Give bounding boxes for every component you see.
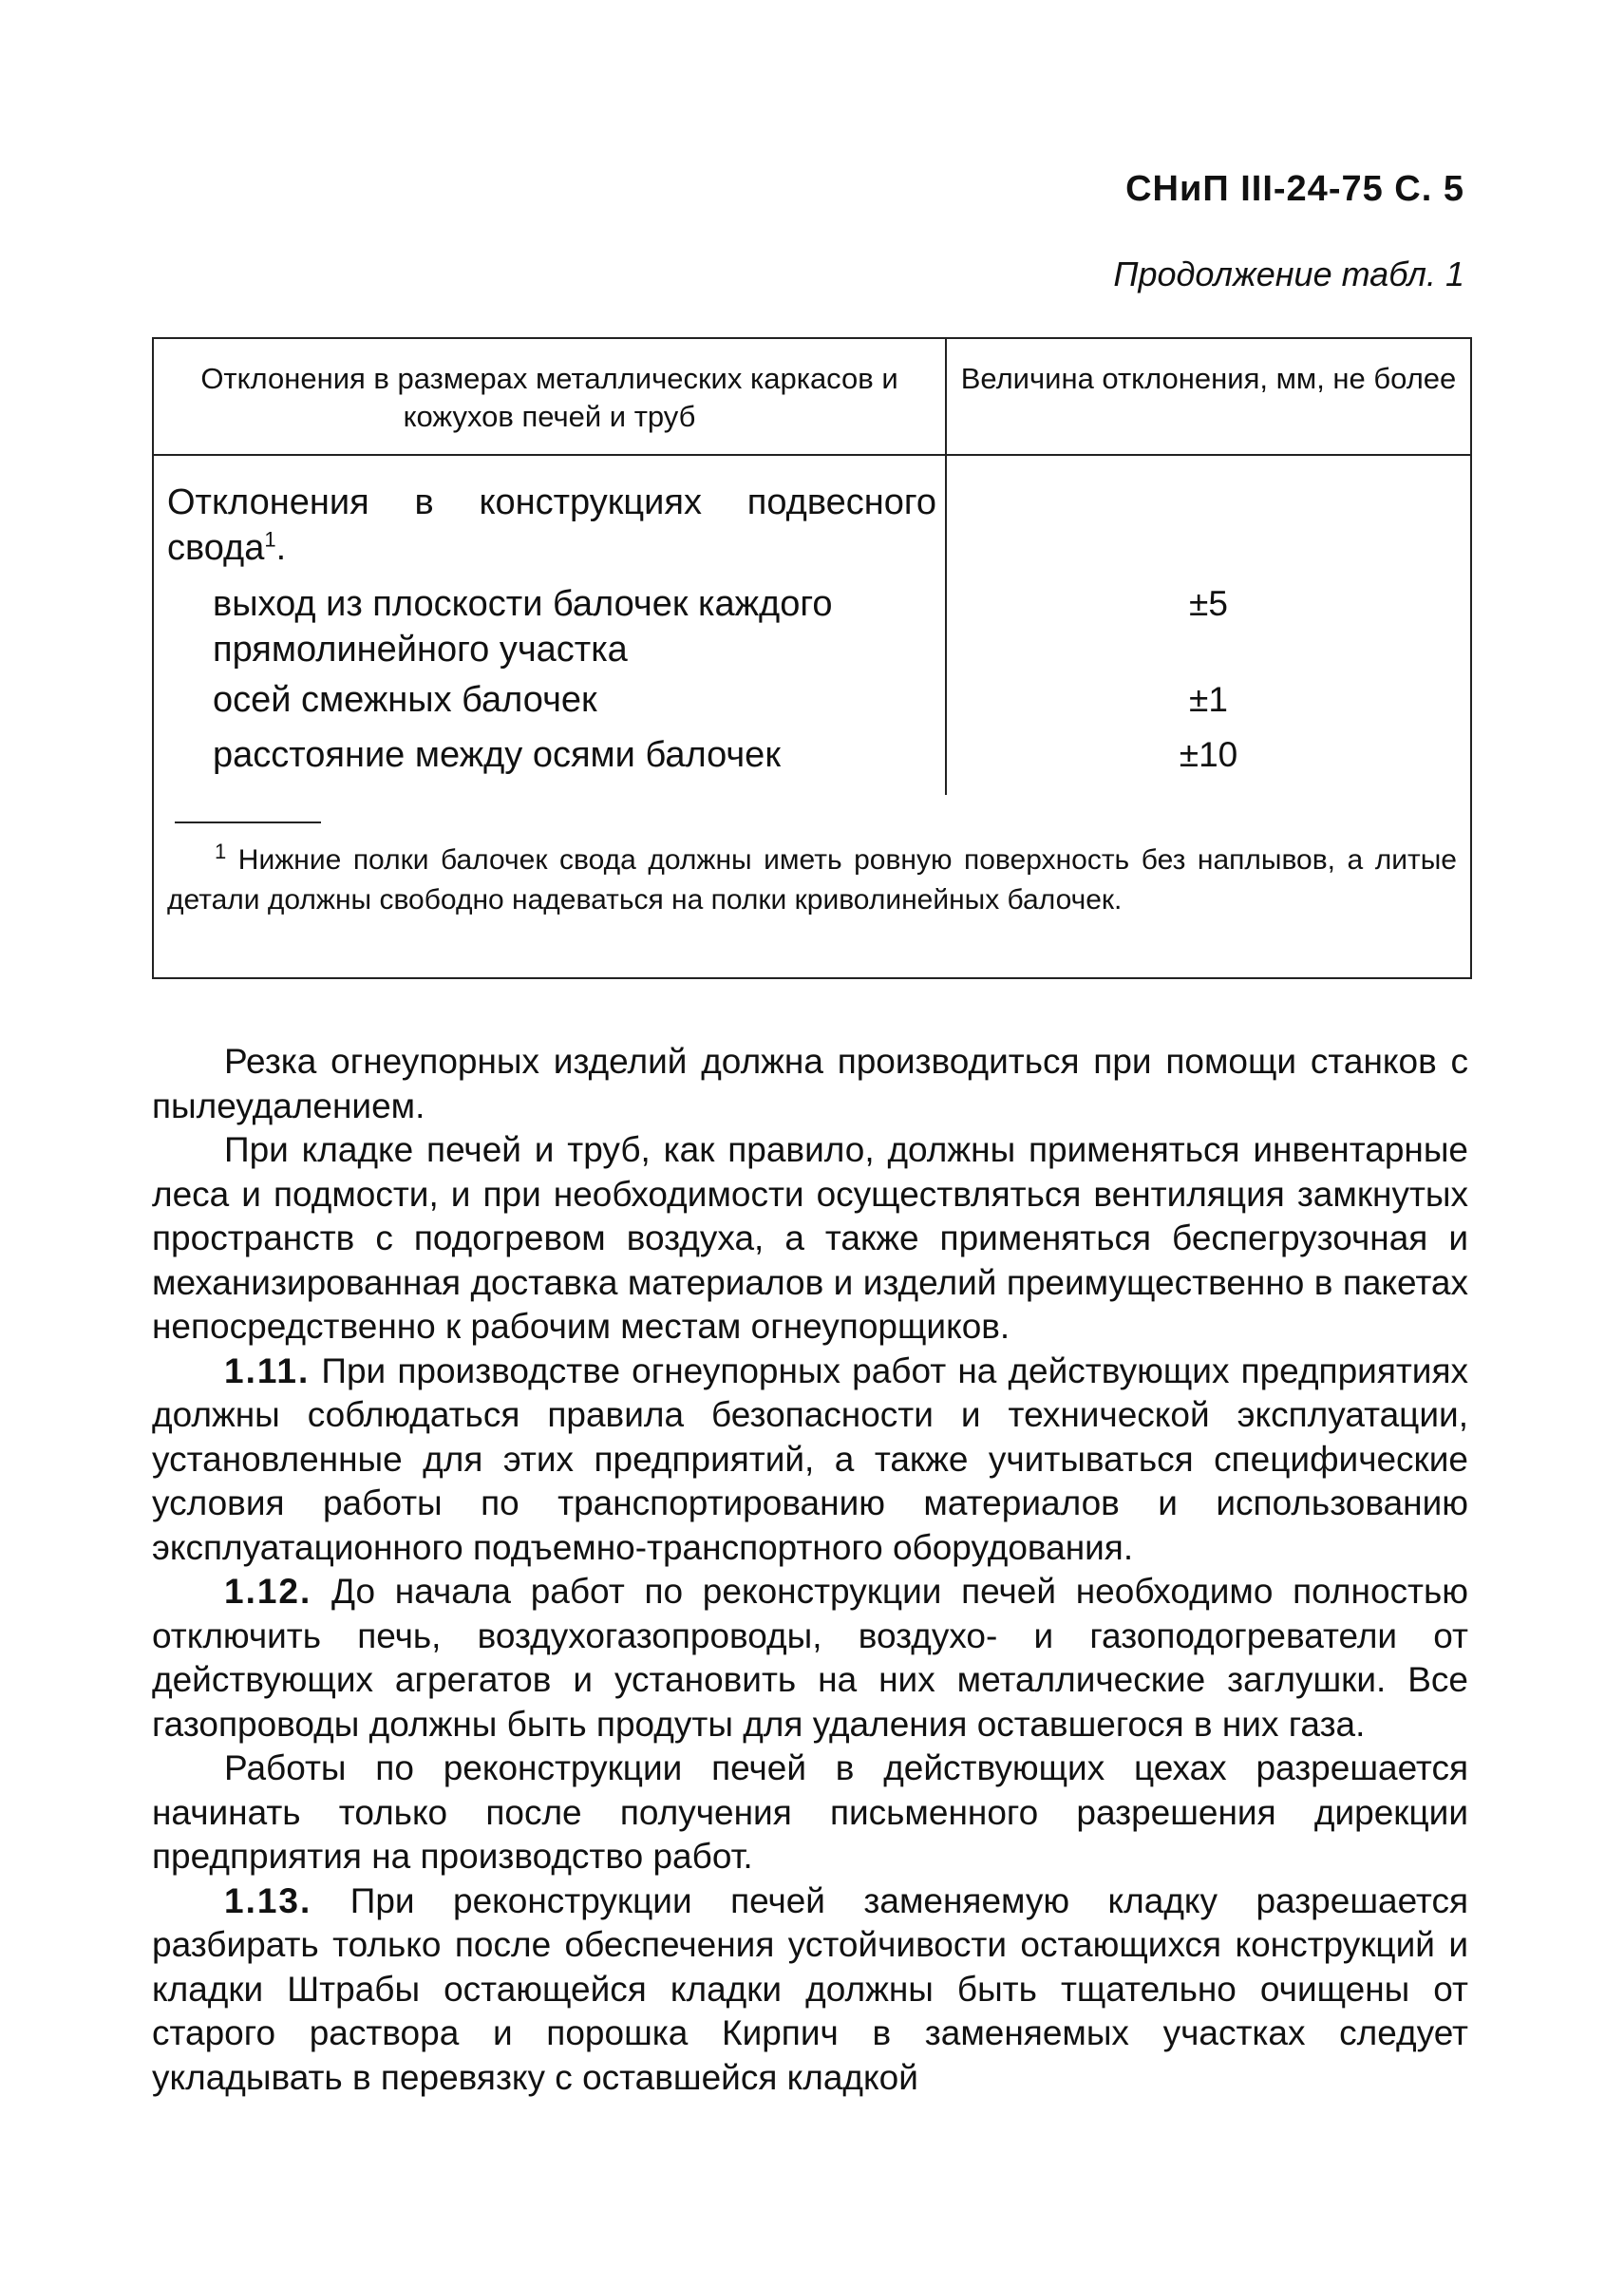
footnote-mark: 1 — [215, 840, 227, 863]
table-group-label: Отклонения в конструкциях подвесного свода$^1$. — [167, 482, 936, 568]
footnote-rule — [175, 821, 321, 823]
table-row-value: ±1 — [1189, 680, 1228, 719]
table-row-value: ±5 — [1189, 584, 1228, 623]
clause-number: 1.13. — [224, 1880, 312, 1920]
table-row-label: выход из плоскости балочек каждого прямолинейного участка — [213, 584, 833, 670]
table-footnote: $^1$ Нижние полки балочек свода должны иметь ровную поверхность без наплывов, а литые детали должны свободно надеваться на полки криволинейных балочек. — [167, 840, 1457, 916]
deviation-table — [152, 337, 1472, 979]
paragraph: Резка огнеупорных изделий должна производиться при помощи станков с пылеудалением. — [152, 1042, 1468, 1125]
body-text — [152, 1040, 1468, 2100]
table-continuation-label: Продолжение табл. 1 — [1113, 255, 1464, 293]
paragraph: При кладке печей и труб, как правило, должны применяться инвентарные леса и подмости, и при необходимости осуществляться вентиляция замкнутых пространств с подогревом воздуха, а также применяться беспегрузочная и механизированная доставка материалов и изделий преимущественно в пакетах непосредственно к рабочим местам огнеупорщиков. — [152, 1130, 1468, 1346]
paragraph: 1.12. До начала работ по реконструкции печей необходимо полностью отключить печь, воздухогазопроводы, воздухо- и газоподогреватели от действующих агрегатов и установить на них металлические заглушки. Все газопроводы должны быть продуты для удаления оставшегося в них газа. — [152, 1572, 1468, 1744]
table-column-divider — [945, 339, 947, 795]
table-row-label: расстояние между осями балочек — [213, 735, 781, 775]
table-header-value: Величина отклонения, мм, не более — [960, 362, 1457, 395]
table-header-rule — [154, 454, 1470, 456]
paragraph: 1.13. При реконструкции печей заменяемую кладку разрешается разбирать только после обеспечения устойчивости остающихся конструкций и кладки Штрабы остающейся кладки должны быть тщательно очищены от старого раствора и порошка Кирпич в заменяемых участках следует укладывать в перевязку с оставшейся кладкой — [152, 1880, 1469, 2097]
page-header: СНиП III-24-75 С. 5 — [1125, 169, 1464, 209]
clause-number: 1.12. — [224, 1572, 312, 1611]
paragraph: 1.11. При производстве огнеупорных работ на действующих предприятиях должны соблюдаться правила безопасности и технической эксплуатации, установленные для этих предприятий, а также учитываться специфические условия работы по транспортированию материалов и использованию эксплуатационного подъемно-транспортного оборудования. — [152, 1350, 1469, 1567]
table-row-label: осей смежных балочек — [213, 680, 597, 720]
clause-number: 1.11. — [224, 1350, 311, 1390]
paragraph: Работы по реконструкции печей в действующих цехах разрешается начинать только после получения письменного разрешения дирекции предприятия на производство работ. — [152, 1748, 1468, 1876]
table-header-deviation: Отклонения в размерах металлических каркасов и кожухов печей и труб — [200, 362, 898, 433]
table-row-value: ±10 — [1179, 735, 1238, 774]
footnote-mark: 1 — [264, 527, 276, 552]
